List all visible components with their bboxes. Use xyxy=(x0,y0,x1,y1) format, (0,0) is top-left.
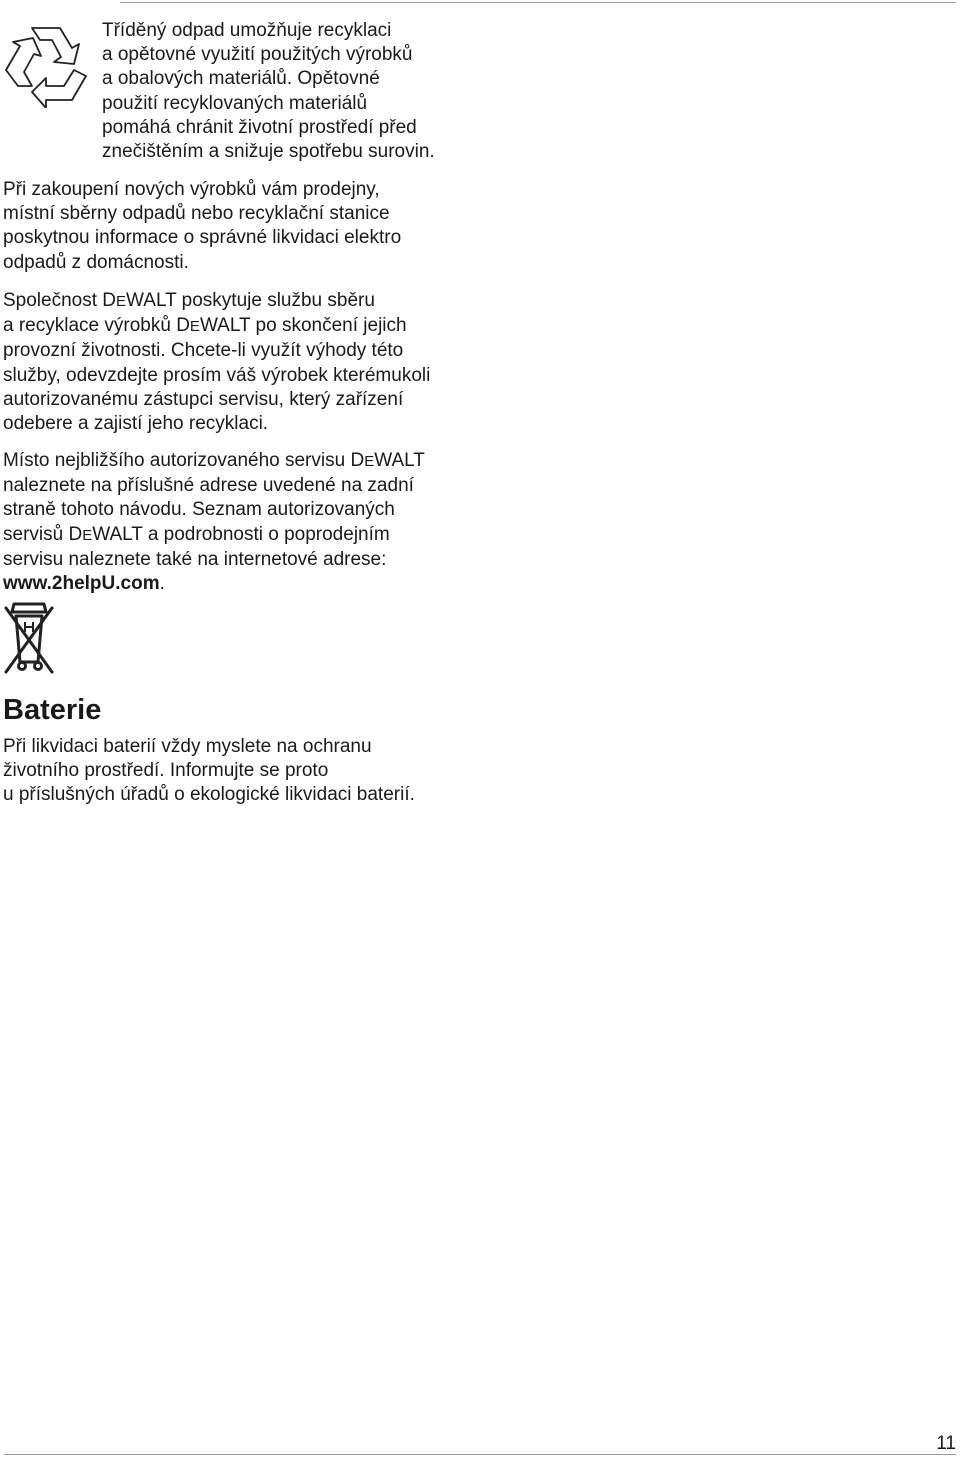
brand-walt: WALT xyxy=(199,315,251,337)
purchase-info-line: poskytnou informace o správné likvidaci elektro xyxy=(3,227,402,249)
top-rule xyxy=(120,2,956,3)
purchase-info-line: odpadů z domácnosti. xyxy=(3,251,189,273)
recycling-paragraph xyxy=(102,19,435,164)
text-segment: servisů xyxy=(3,523,69,545)
text-segment: a recyklace výrobků xyxy=(3,315,177,337)
battery-paragraph xyxy=(3,735,415,808)
purchase-info-line: Při zakoupení nových výrobků vám prodejny, xyxy=(3,179,380,200)
text-segment: po skončení jejich xyxy=(250,315,407,337)
text-segment: Společnost xyxy=(3,290,103,311)
recycling-line: a opětovné využití použitých výrobků xyxy=(102,44,413,66)
brand-walt: WALT xyxy=(126,290,177,311)
nearest-service-line xyxy=(3,449,425,474)
nearest-service-line: naleznete na příslušné adrese uvedené na zadní xyxy=(3,475,414,497)
text-segment: poskytuje službu sběru xyxy=(176,290,375,311)
brand-name xyxy=(176,315,250,336)
recycling-line: znečištěním a snižuje spotřebu surovin. xyxy=(102,141,435,163)
brand-e: E xyxy=(116,293,127,310)
purchase-info-paragraph xyxy=(3,178,401,275)
brand-name xyxy=(68,524,142,545)
bottom-rule xyxy=(4,1454,956,1455)
recycling-line: Tříděný odpad umožňuje recyklaci xyxy=(102,20,392,41)
brand-d: D xyxy=(176,315,190,337)
brand-e: E xyxy=(82,526,93,544)
nearest-service-line: servisu naleznete také na internetové adrese: xyxy=(3,548,387,570)
nearest-service-line xyxy=(3,523,425,548)
brand-e: E xyxy=(364,453,375,470)
text-segment: Místo nejbližšího autorizovaného servisu xyxy=(3,450,351,471)
brand-d: D xyxy=(102,290,117,311)
battery-heading: Baterie xyxy=(3,694,102,726)
battery-line: u příslušných úřadů o ekologické likvidaci baterií. xyxy=(3,784,415,806)
service-paragraph xyxy=(3,289,430,436)
nearest-service-line xyxy=(3,572,425,596)
brand-name xyxy=(350,450,424,471)
recycling-line: a obalových materiálů. Opětovné xyxy=(102,68,380,90)
website-link[interactable]: www.2helpU.com xyxy=(3,573,160,595)
nearest-service-paragraph xyxy=(3,449,425,596)
service-line: odebere a zajistí jeho recyklaci. xyxy=(3,413,269,435)
service-line: autorizovanému zástupci servisu, který zařízení xyxy=(3,388,404,410)
text-segment: a podrobnosti o poprodejním xyxy=(142,523,390,545)
brand-name xyxy=(102,290,176,311)
crossed-bin-icon xyxy=(2,600,56,676)
recycling-line: použití recyklovaných materiálů xyxy=(102,92,368,114)
brand-walt: WALT xyxy=(374,450,425,471)
page-number: 11 xyxy=(936,1433,956,1454)
recycling-line: pomáhá chránit životní prostředí před xyxy=(102,116,417,138)
nearest-service-line: straně tohoto návodu. Seznam autorizovaných xyxy=(3,499,395,521)
brand-d: D xyxy=(350,450,365,471)
service-line: provozní životnosti. Chcete-li využít výhody této xyxy=(3,340,404,362)
text-segment: . xyxy=(159,573,165,595)
battery-line: Při likvidaci baterií vždy myslete na ochranu xyxy=(3,736,372,757)
service-line: služby, odevzdejte prosím váš výrobek kterémukoli xyxy=(3,364,431,386)
purchase-info-line: místní sběrny odpadů nebo recyklační stanice xyxy=(3,203,390,225)
brand-e: E xyxy=(189,318,200,336)
battery-line: životního prostředí. Informujte se proto xyxy=(3,760,329,782)
brand-d: D xyxy=(68,523,83,545)
recycling-icon xyxy=(2,24,90,108)
brand-walt: WALT xyxy=(92,523,143,545)
service-line xyxy=(3,289,430,314)
service-line xyxy=(3,314,430,339)
